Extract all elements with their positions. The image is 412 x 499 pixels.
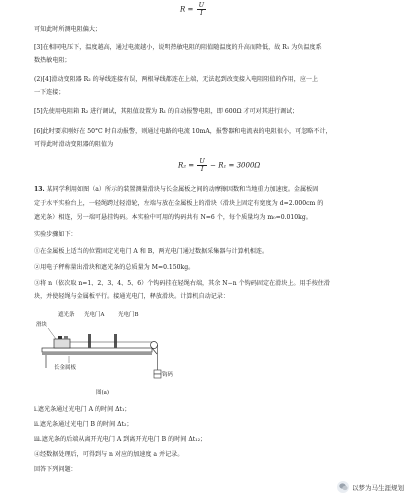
formula-top-lhs: R = (180, 5, 194, 14)
text-line: [5]先使用电阻箱 R₂ 进行调试，其阻值设置为 R₁ 的自动报警电阻，即 600Ω 才可对其进行调试； (34, 108, 299, 115)
step-2: ②用电子秤称量出滑块和遮光条的总质量为 M=0.150kg。 (34, 264, 195, 271)
record-2: ii.遮光条通过光电门 B 的时间 Δt₂； (34, 421, 133, 428)
record-1: i.遮光条通过光电门 A 的时间 Δt₁； (34, 406, 131, 413)
text-line: [3]在相同电压下，温度越高，通过电流越小，说明热敏电阻的阻值随温度的升高而降低，故 R₁ 为负温度系 (34, 44, 322, 51)
fraction (197, 2, 206, 17)
text-line: 一下连接； (34, 89, 65, 96)
answer-prompt: 回答下列问题： (34, 466, 77, 473)
fraction-denominator: I (200, 165, 204, 173)
step-3-line-2: 块，并使轻绳与金属板平行。接通光电门，释放滑块。计算机自动记录： (34, 293, 229, 300)
step-3-line-1: ③将 n（依次取 n=1、2、3、4、5、6）个钩码挂在轻绳右端，其余 N−n 个钩码固定在滑块上。用手按住滑 (34, 280, 330, 287)
steps-title: 实验步骤如下： (34, 231, 77, 238)
text-line: (2)[4]滑动变阻器 R₂ 的导线连接有误，两根导线都连在上端，无法起到改变接入电阻阻值的作用，应一上 (34, 76, 319, 83)
metal-plate (42, 348, 152, 352)
text-line: [6]此时要求刚好在 50°C 时自动报警，则通过电路的电流 10mA，报警器和电流表的电阻很小，可忽略不计， (34, 128, 332, 135)
label-weights: 钩码 (162, 372, 174, 378)
wechat-icon (337, 481, 349, 493)
photogate-a (88, 334, 91, 348)
step-4: ④经数据处理后，可得到与 n 对应的加速度 a 并记录。 (34, 451, 184, 458)
formula-top (180, 2, 207, 17)
pulley (151, 342, 158, 349)
step-1: ①在金属板上适当的位置固定光电门 A 和 B，两光电门通过数据采集器与计算机相连。 (34, 248, 269, 255)
text-line: 遮光条）相连，另一端可悬挂钩码。本实验中可用的钩码共有 N=6 个，每个质量均为 m₀=0.010kg。 (34, 214, 312, 221)
label-strip: 遮光条 (58, 312, 75, 318)
text-line: 可得此时滑动变阻器的阻值为 (34, 141, 114, 148)
question-text: 某同学利用如图（a）所示的装置测量滑块与长金属板之间的动摩擦因数和当地重力加速度。金属板固 (46, 186, 319, 193)
hanging-weight (154, 370, 161, 374)
watermark (337, 481, 404, 493)
fraction-numerator: U (198, 1, 205, 9)
record-3: iii.遮光条的后端从离开光电门 A 到离开光电门 B 的时间 Δt₁₂； (34, 436, 207, 443)
apparatus-figure (34, 308, 184, 398)
text-line: 定于水平实验台上，一轻绳跨过轻滑轮，左端与放在金属板上的滑块（滑块上固定有宽度为 d=2.000cm 的 (34, 200, 324, 207)
fraction-numerator: U (199, 157, 205, 165)
fraction-denominator: I (200, 9, 203, 17)
label-gate-b: 光电门B (118, 312, 139, 318)
formula-mid-lhs: R₂ = (178, 161, 195, 170)
photogate-b (114, 334, 117, 348)
question-13-line (34, 186, 390, 194)
label-gate-a: 光电门A (84, 312, 105, 318)
text-line: 数热敏电阻； (34, 57, 71, 64)
question-number: 13. (34, 186, 45, 193)
label-slider: 滑块 (36, 322, 48, 328)
slider-block (54, 339, 70, 348)
figure-caption: 图(a) (96, 390, 110, 396)
apparatus-diagram (34, 308, 184, 398)
formula-mid-rest: − R₁ = 3000Ω (210, 161, 261, 170)
watermark-text: 以梦为马生涯规划 (352, 483, 404, 492)
fraction (197, 158, 206, 173)
table-top (42, 352, 152, 355)
shading-strip (58, 336, 62, 339)
formula-mid (178, 158, 260, 173)
text-line: 可知此时所测电阻偏大； (34, 26, 102, 33)
label-plate: 长金属板 (54, 365, 77, 371)
